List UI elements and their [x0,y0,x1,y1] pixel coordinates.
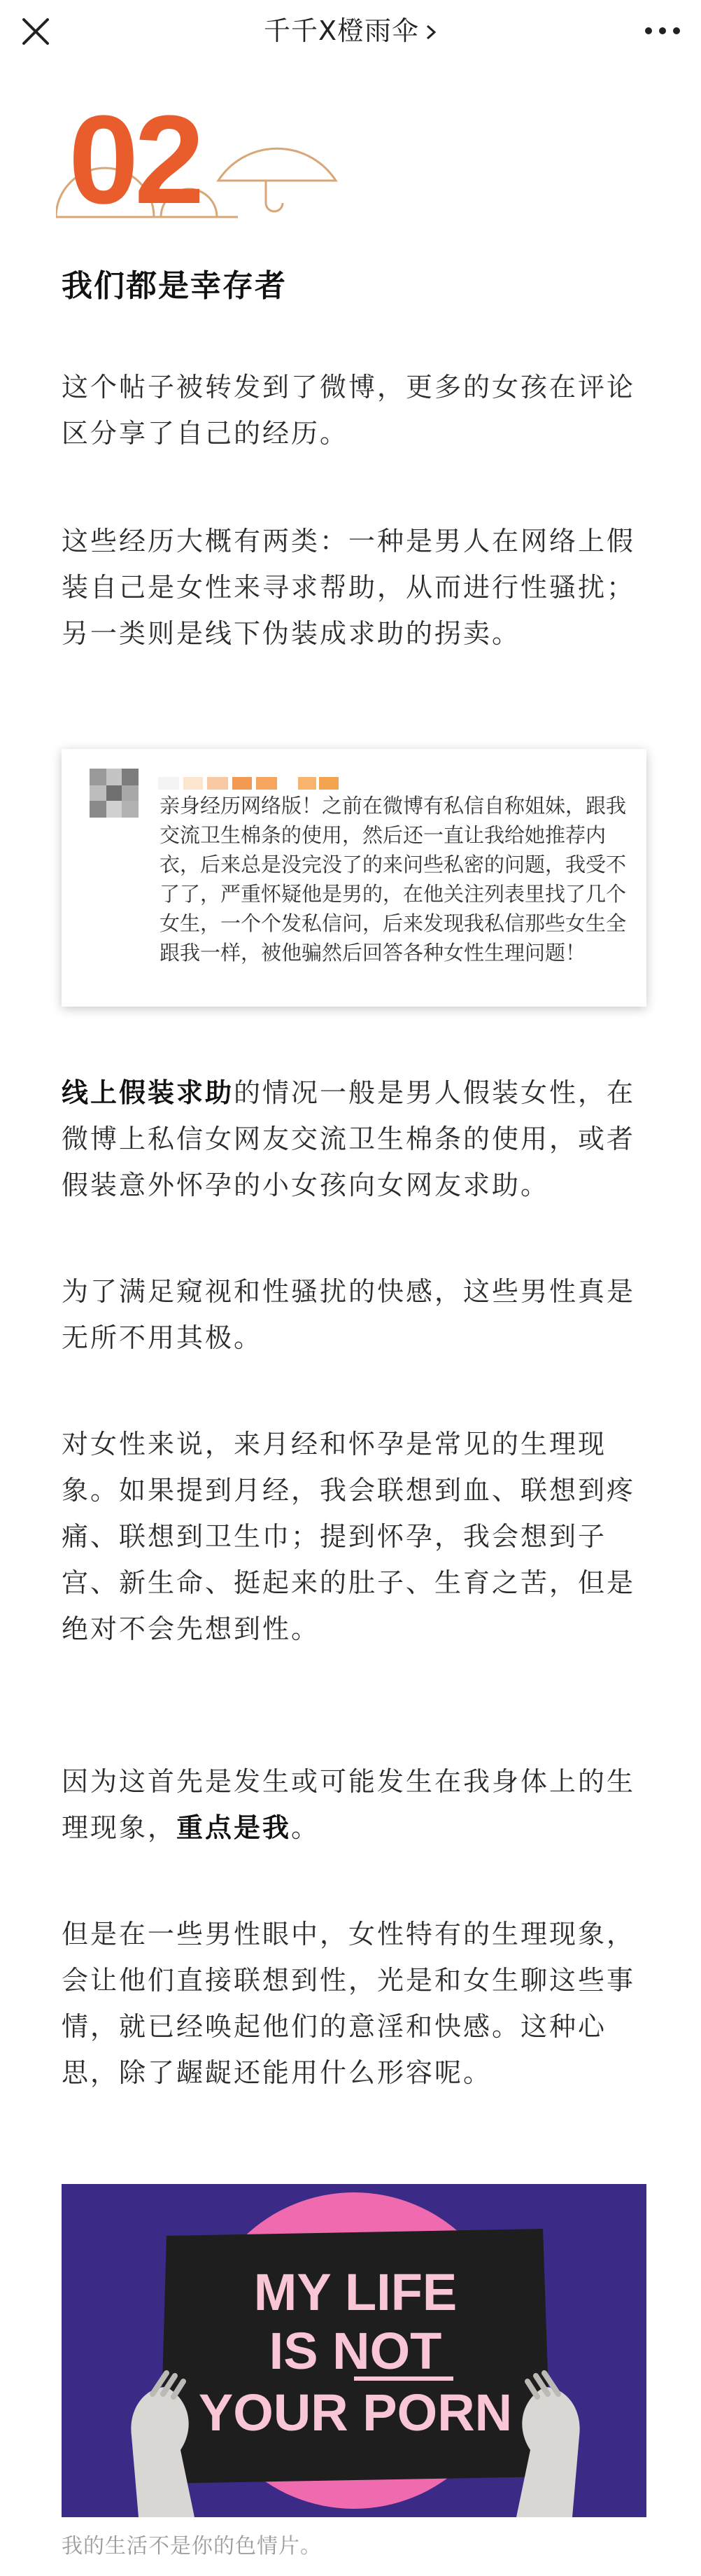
poster-line-2b: NOT [332,2322,442,2380]
poster-line-3: YOUR PORN [198,2384,513,2442]
section-title: 我们都是幸存者 [62,268,287,304]
paragraph-7: 但是在一些男性眼中，女性特有的生理现象，会让他们直接联想到性，光是和女生聊这些事情，就已经唤起他们的意淫和快感。这种心思，除了龌龊还能用什么形容呢。 [62,1919,636,2088]
paragraph-6 [62,1758,648,1851]
poster-line-2 [269,2322,442,2380]
paragraph-4: 为了满足窥视和性骚扰的快感，这些男性真是无所不用其极。 [62,1276,636,1353]
paragraph-6-text: 因为这首先是发生或可能发生在我身体上的生理现象， [62,1766,636,1843]
paragraph-3 [62,1070,648,1208]
blurred-avatar [90,769,139,818]
more-dots-icon[interactable] [638,10,687,52]
close-icon[interactable] [17,13,55,50]
paragraph-6-emphasis: 重点是我 [176,1812,292,1843]
chevron-right-icon [425,24,437,41]
blurred-username [158,774,396,791]
protest-poster-image [62,2184,646,2517]
image-caption: 我的生活不是你的色情片。 [62,2534,322,2558]
weibo-comment-text: 亲身经历网络版！之前在微博有私信自称姐妹，跟我交流卫生棉条的使用，然后还一直让我给她推荐内衣，后来总是没完没了的来问些私密的问题，我受不了了，严重怀疑他是男的，在他关注列表里找了几个女生，一个个发私信问，后来发现我私信那些女生全跟我一样，被他骗然后回答各种女性生理问题！ [160,794,627,965]
umbrella-outline-icon [218,148,336,181]
nav-title-link[interactable] [264,9,437,48]
poster-line-1: MY LIFE [253,2263,458,2321]
paragraph-3-text: 的情况一般是男人假装女性，在微博上私信女网友交流卫生棉条的使用，或者假装意外怀孕的小女孩向女网友求助。 [62,1077,636,1200]
paragraph-6-end: 。 [291,1812,320,1843]
paragraph-5: 对女性来说，来月经和怀孕是常见的生理现象。如果提到月经，我会联想到血、联想到疼痛、联想到卫生巾；提到怀孕，我会想到子宫、新生命、挺起来的肚子、生育之苦，但是绝对不会先想到性。 [62,1429,636,1644]
section-number: 02 [69,98,201,230]
top-navbar [0,0,701,63]
paragraph-2: 这些经历大概有两类：一种是男人在网络上假装自己是女性来寻求帮助，从而进行性骚扰；另一类则是线下伪装成求助的拐卖。 [62,526,636,649]
poster-line-2a: IS [269,2322,333,2380]
weibo-comment-screenshot [62,749,646,1007]
nav-title-text: 千千X橙雨伞 [263,15,420,46]
paragraph-3-emphasis: 线上假装求助 [62,1077,234,1108]
section-number-graphic [56,98,343,252]
paragraph-1: 这个帖子被转发到了微博，更多的女孩在评论区分享了自己的经历。 [62,372,636,449]
